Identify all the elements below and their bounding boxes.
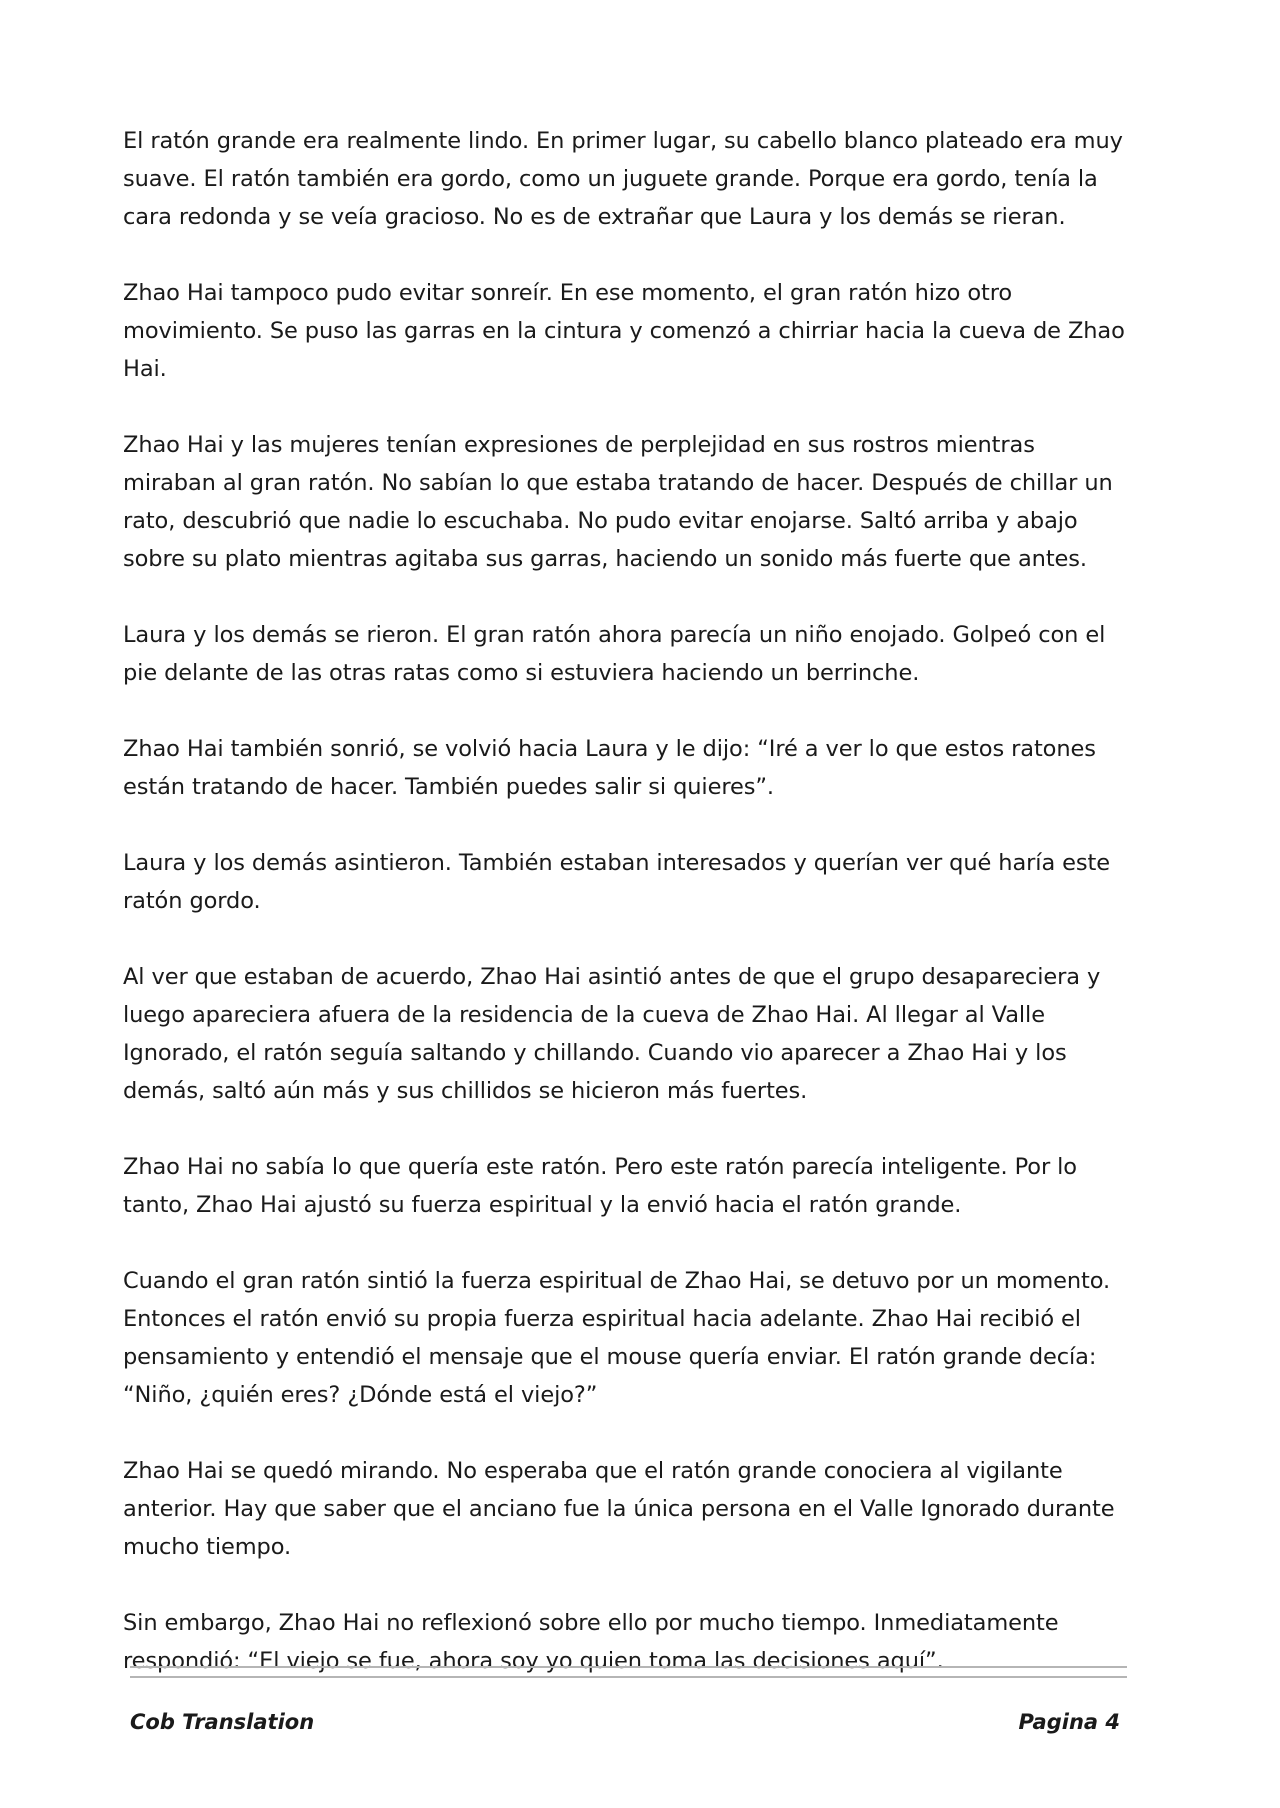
- body-text: [123, 122, 1133, 1718]
- paragraph: Zhao Hai no sabía lo que quería este ratón. Pero este ratón parecía inteligente. Por lo tanto, Zhao Hai ajustó su fuerza espiritual y la envió hacia el ratón grande.: [123, 1154, 1077, 1218]
- paragraph: El ratón grande era realmente lindo. En primer lugar, su cabello blanco plateado era muy suave. El ratón también era gordo, como un juguete grande. Porque era gordo, tenía la cara redonda y se veía gracioso. No es de extrañar que Laura y los demás se rieran.: [123, 128, 1123, 230]
- paragraph: Laura y los demás asintieron. También estaban interesados y querían ver qué haría este ratón gordo.: [123, 850, 1111, 914]
- footer-divider-top: [130, 1666, 1127, 1668]
- footer-translator-credit: Cob Translation: [130, 1710, 315, 1734]
- paragraph: Zhao Hai se quedó mirando. No esperaba que el ratón grande conociera al vigilante anterior. Hay que saber que el anciano fue la única persona en el Valle Ignorado durante mucho tiempo.: [123, 1458, 1115, 1560]
- paragraph: Zhao Hai también sonrió, se volvió hacia Laura y le dijo: “Iré a ver lo que estos ratones están tratando de hacer. También puedes salir si quieres”.: [123, 736, 1096, 800]
- paragraph: Al ver que estaban de acuerdo, Zhao Hai asintió antes de que el grupo desapareciera y luego apareciera afuera de la residencia de la cueva de Zhao Hai. Al llegar al Valle Ignorado, el ratón seguía saltando y chillando. Cuando vio aparecer a Zhao Hai y los demás, saltó aún más y sus chillidos se hicieron más fuertes.: [123, 964, 1101, 1104]
- paragraph: Laura y los demás se rieron. El gran ratón ahora parecía un niño enojado. Golpeó con el pie delante de las otras ratas como si estuviera haciendo un berrinche.: [123, 622, 1106, 686]
- footer-divider-bottom: [130, 1676, 1127, 1678]
- paragraph: Cuando el gran ratón sintió la fuerza espiritual de Zhao Hai, se detuvo por un momento. Entonces el ratón envió su propia fuerza espiritual hacia adelante. Zhao Hai recibió el pensamiento y entendió el mensaje que el mouse quería enviar. El ratón grande decía: “Niño, ¿quién eres? ¿Dónde está el viejo?”: [123, 1268, 1111, 1408]
- paragraph: Zhao Hai y las mujeres tenían expresiones de perplejidad en sus rostros mientras miraban al gran ratón. No sabían lo que estaba tratando de hacer. Después de chillar un rato, descubrió que nadie lo escuchaba. No pudo evitar enojarse. Saltó arriba y abajo sobre su plato mientras agitaba sus garras, haciendo un sonido más fuerte que antes.: [123, 432, 1113, 572]
- paragraph: Sin embargo, Zhao Hai no reflexionó sobre ello por mucho tiempo. Inmediatamente respondió: “El viejo se fue, ahora soy yo quien toma las decisiones aquí”.: [123, 1610, 1059, 1674]
- footer-page-number: Pagina 4: [1018, 1710, 1120, 1734]
- paragraph: Zhao Hai tampoco pudo evitar sonreír. En ese momento, el gran ratón hizo otro movimiento. Se puso las garras en la cintura y comenzó a chirriar hacia la cueva de Zhao Hai.: [123, 280, 1125, 382]
